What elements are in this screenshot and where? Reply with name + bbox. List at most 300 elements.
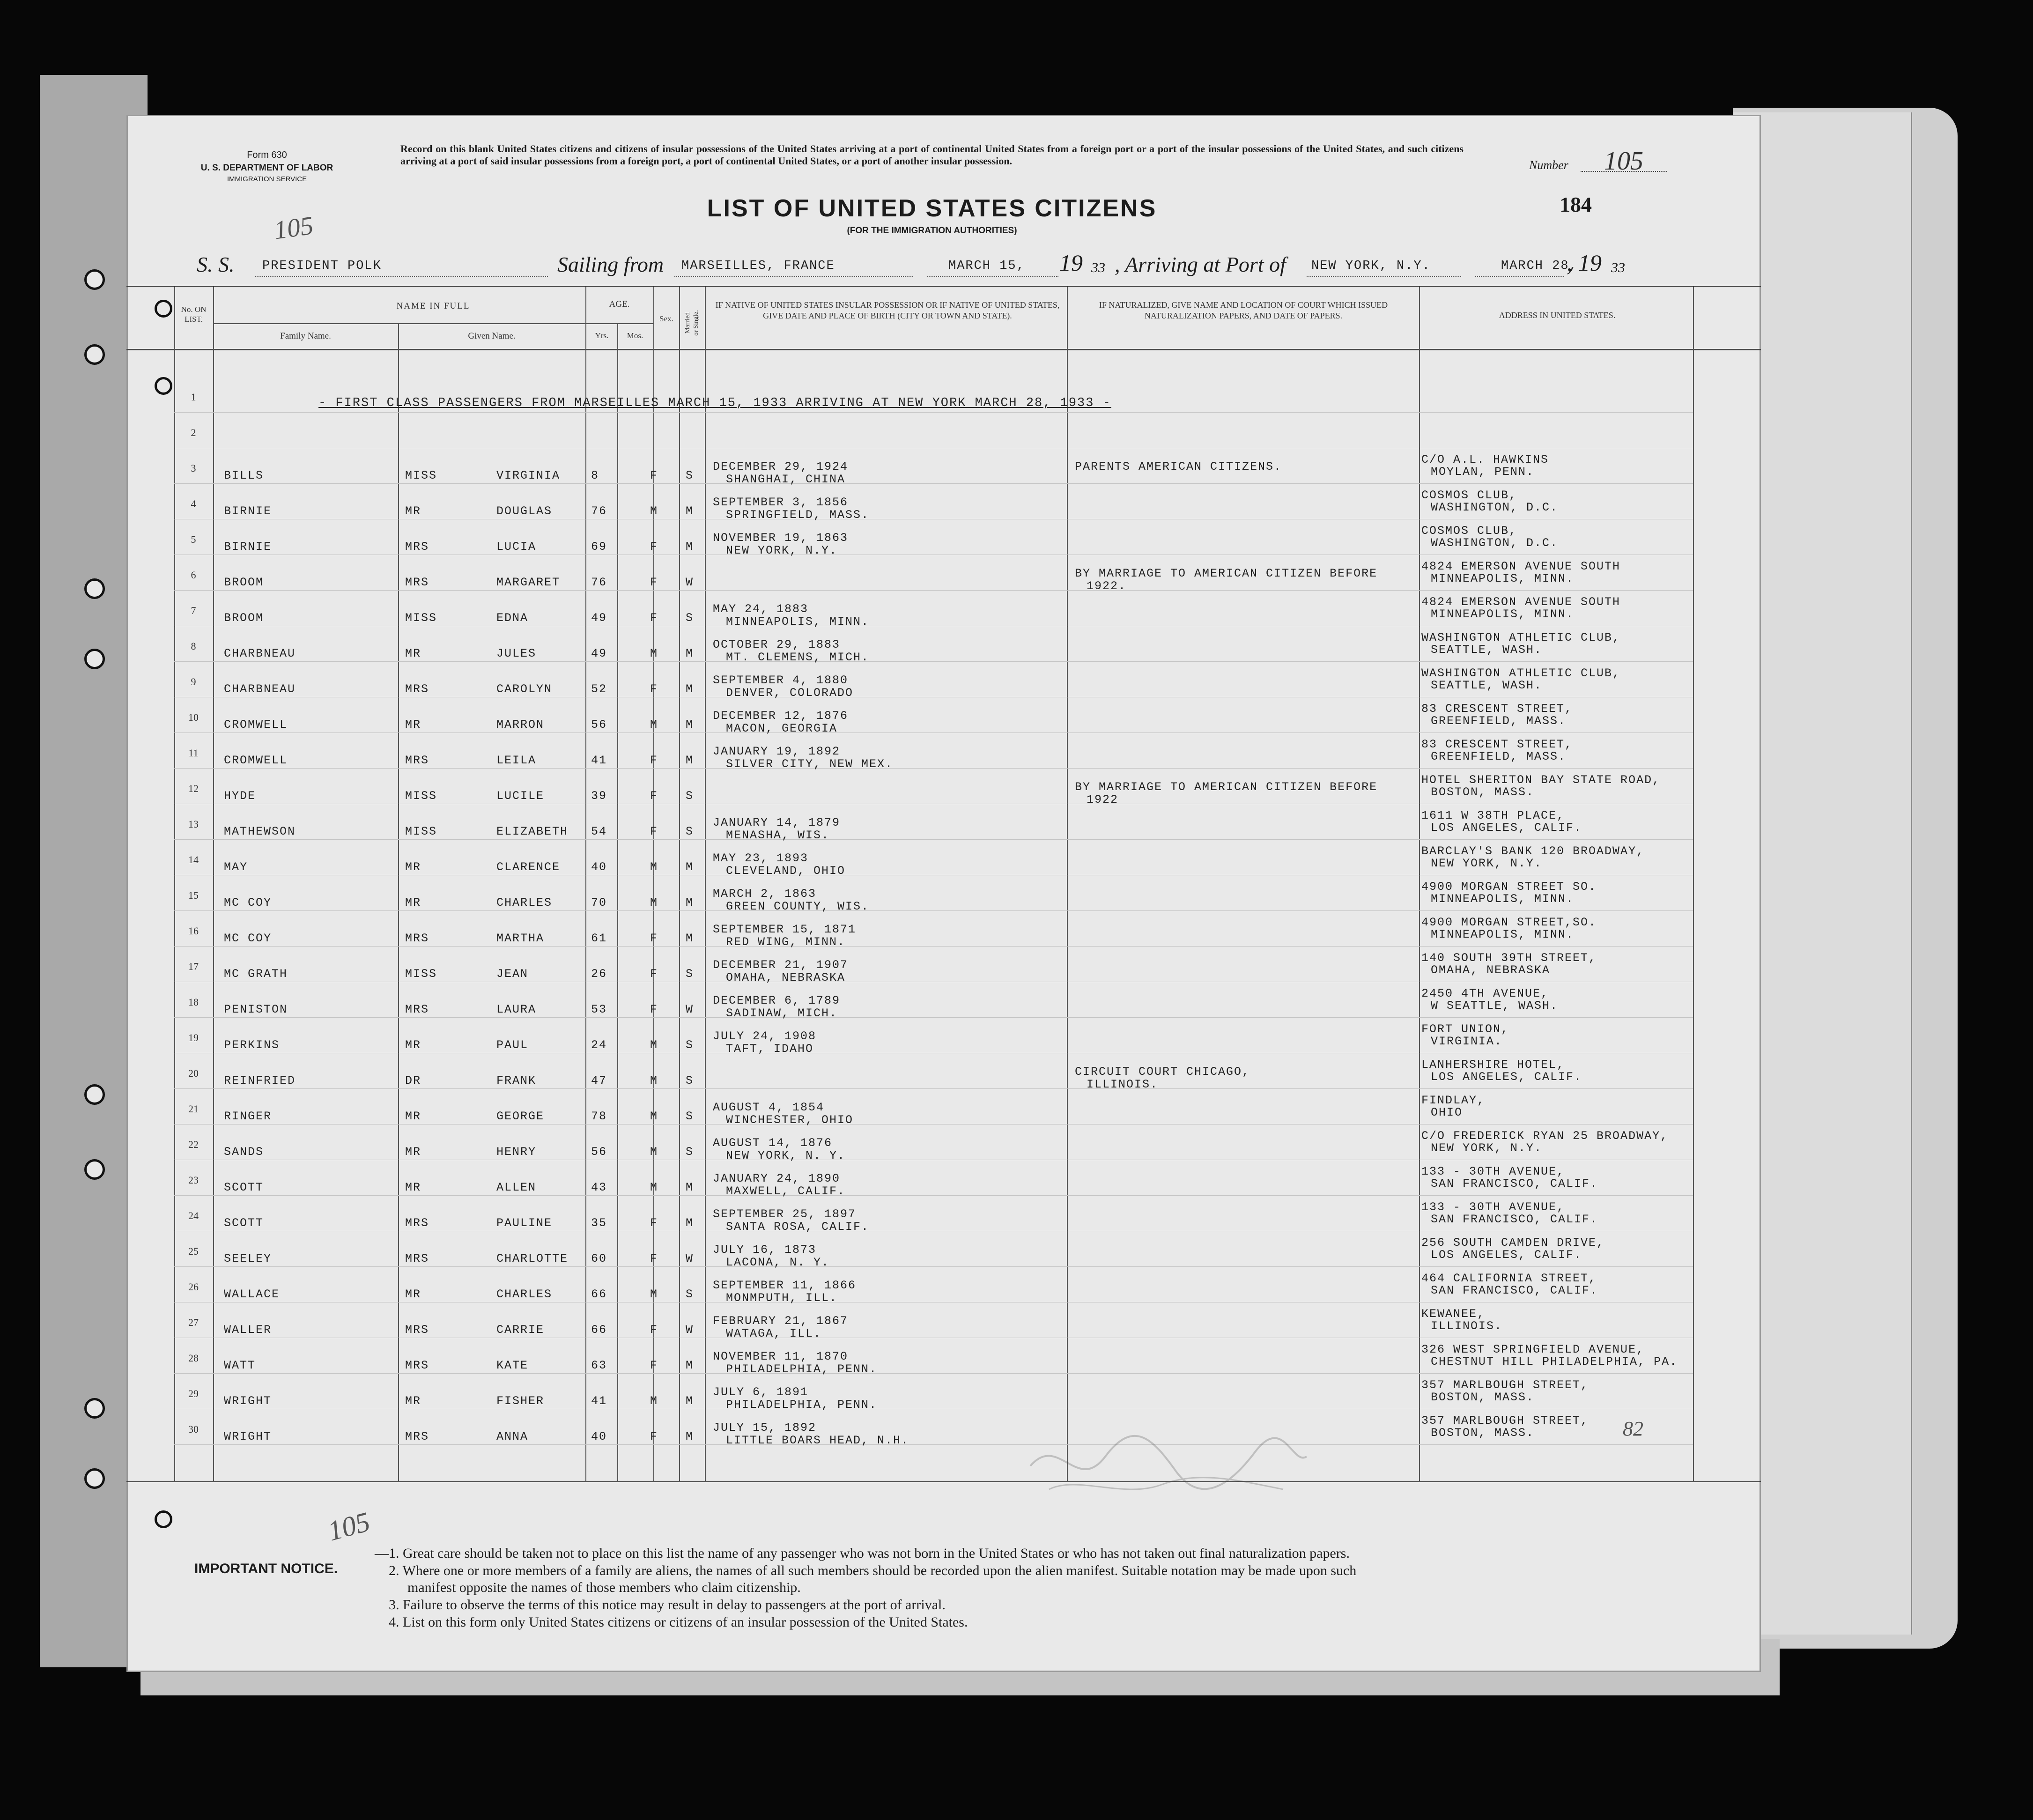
address-line-1: COSMOS CLUB,	[1421, 488, 1517, 502]
table-row	[0, 1165, 2033, 1210]
birth-date: NOVEMBER 11, 1870	[713, 1350, 849, 1363]
binder-clip	[155, 300, 172, 318]
line-number: 29	[188, 1388, 199, 1399]
ship-underline	[255, 276, 548, 277]
sex: M	[650, 1145, 658, 1159]
marital-status: M	[686, 718, 694, 732]
given-name: FISHER	[496, 1394, 545, 1408]
title: MR	[405, 1145, 421, 1159]
given-name: JULES	[496, 647, 537, 660]
age: 24	[591, 1038, 607, 1052]
sex: F	[650, 540, 658, 554]
naturalization: BY MARRIAGE TO AMERICAN CITIZEN BEFORE	[1075, 780, 1378, 794]
sex: F	[650, 1252, 658, 1265]
title: MRS	[405, 540, 429, 554]
title: MR	[405, 504, 421, 518]
given-name: MARGARET	[496, 576, 561, 589]
marital-status: S	[686, 1145, 694, 1159]
line-number: 22	[188, 1139, 199, 1150]
line-number: 9	[191, 676, 196, 688]
title: MR	[405, 1110, 421, 1123]
age: 53	[591, 1003, 607, 1016]
sex: M	[650, 1287, 658, 1301]
table-row	[0, 844, 2033, 889]
sex: F	[650, 932, 658, 945]
address-line-2: CHESTNUT HILL PHILADELPHIA, PA.	[1431, 1355, 1678, 1369]
title: DR	[405, 1074, 421, 1088]
birth-place: PHILADELPHIA, PENN.	[726, 1398, 878, 1412]
row-rule	[174, 412, 1693, 413]
header-birth: IF NATIVE OF UNITED STATES INSULAR POSSESSION OR IF NATIVE OF UNITED STATES, GIVE DATE AND PLACE OF BIRTH (CITY OR TOWN AND STATE).	[715, 300, 1060, 320]
number-label: Number	[1529, 158, 1568, 172]
number-value: 105	[1604, 147, 1643, 176]
address-line-1: 83 CRESCENT STREET,	[1421, 702, 1573, 716]
sex: F	[650, 611, 658, 625]
header-no-on-list: No. ON LIST.	[181, 305, 207, 324]
family-name: CROMWELL	[224, 718, 288, 732]
line-number: 15	[188, 889, 199, 901]
table-row	[0, 631, 2033, 676]
address-line-2: SAN FRANCISCO, CALIF.	[1431, 1177, 1598, 1191]
given-name: CARRIE	[496, 1323, 545, 1337]
marital-status: W	[686, 1252, 694, 1265]
notice-item-2-cont: manifest opposite the names of those members who claim citizenship.	[407, 1580, 801, 1595]
table-row	[0, 1022, 2033, 1067]
notice-side-note: 105	[324, 1506, 373, 1547]
table-row	[0, 524, 2033, 569]
family-name: BILLS	[224, 469, 264, 482]
given-name: CAROLYN	[496, 682, 553, 696]
family-name: PERKINS	[224, 1038, 280, 1052]
sex: F	[650, 754, 658, 767]
family-name: SEELEY	[224, 1252, 272, 1265]
line-number: 3	[191, 462, 196, 474]
age: 39	[591, 789, 607, 803]
address-line-2: SEATTLE, WASH.	[1431, 679, 1543, 692]
address-line-2: NEW YORK, N.Y.	[1431, 857, 1543, 870]
given-name: LUCILE	[496, 789, 545, 803]
marital-status: W	[686, 1323, 694, 1337]
family-name: BIRNIE	[224, 504, 272, 518]
arrival-date: MARCH 28,	[1501, 259, 1578, 273]
naturalization: BY MARRIAGE TO AMERICAN CITIZEN BEFORE	[1075, 567, 1378, 580]
birth-date: SEPTEMBER 11, 1866	[713, 1279, 857, 1292]
title: MRS	[405, 754, 429, 767]
given-name: FRANK	[496, 1074, 537, 1088]
family-name: BIRNIE	[224, 540, 272, 554]
table-row	[0, 916, 2033, 961]
age: 76	[591, 576, 607, 589]
title: MISS	[405, 611, 437, 625]
address-line-2: NEW YORK, N.Y.	[1431, 1141, 1543, 1155]
age: 76	[591, 504, 607, 518]
marital-status: S	[686, 1110, 694, 1123]
line-number: 2	[191, 427, 196, 438]
given-name: EDNA	[496, 611, 529, 625]
address-line-2: SEATTLE, WASH.	[1431, 643, 1543, 657]
naturalization: PARENTS AMERICAN CITIZENS.	[1075, 460, 1282, 473]
address-line-1: 140 SOUTH 39TH STREET,	[1421, 951, 1597, 965]
address-line-2: MINNEAPOLIS, MINN.	[1431, 928, 1575, 941]
header-mos: Mos.	[627, 331, 643, 340]
given-name: LEILA	[496, 754, 537, 767]
given-name: LAURA	[496, 1003, 537, 1016]
line-number: 16	[188, 925, 199, 937]
marital-status: M	[686, 860, 694, 874]
family-name: CHARBNEAU	[224, 682, 296, 696]
line-number: 13	[188, 818, 199, 830]
birth-date: JULY 16, 1873	[713, 1243, 817, 1257]
sex: F	[650, 1430, 658, 1443]
sex: F	[650, 825, 658, 838]
address-line-2: VIRGINIA.	[1431, 1035, 1503, 1048]
age: 54	[591, 825, 607, 838]
table-row	[0, 1094, 2033, 1139]
age: 52	[591, 682, 607, 696]
marital-status: M	[686, 1181, 694, 1194]
sex: M	[650, 1110, 658, 1123]
marital-status: S	[686, 1038, 694, 1052]
family-name: WRIGHT	[224, 1394, 272, 1408]
line-number: 27	[188, 1317, 199, 1328]
sex: F	[650, 682, 658, 696]
birth-place: WINCHESTER, OHIO	[726, 1113, 854, 1127]
port-underline	[1307, 276, 1461, 277]
line-number: 23	[188, 1174, 199, 1186]
given-name: CLARENCE	[496, 860, 561, 874]
age: 47	[591, 1074, 607, 1088]
address-line-1: C/O FREDERICK RYAN 25 BROADWAY,	[1421, 1129, 1669, 1143]
birth-place: MACON, GEORGIA	[726, 722, 838, 735]
given-name: ANNA	[496, 1430, 529, 1443]
birth-place: NEW YORK, N. Y.	[726, 1149, 846, 1162]
address-line-1: BARCLAY'S BANK 120 BROADWAY,	[1421, 844, 1645, 858]
birth-place: LACONA, N. Y.	[726, 1256, 830, 1269]
birth-date: JANUARY 24, 1890	[713, 1172, 841, 1185]
age: 56	[591, 1145, 607, 1159]
address-line-1: WASHINGTON ATHLETIC CLUB,	[1421, 631, 1621, 644]
sex: M	[650, 1181, 658, 1194]
given-name: PAUL	[496, 1038, 529, 1052]
table-top-rule	[126, 285, 1761, 287]
sex: M	[650, 504, 658, 518]
department-name: U. S. DEPARTMENT OF LABOR	[200, 163, 333, 173]
header-yrs: Yrs.	[595, 331, 609, 340]
sex: F	[650, 1359, 658, 1372]
table-row	[0, 1272, 2033, 1317]
sex: F	[650, 789, 658, 803]
given-name: GEORGE	[496, 1110, 545, 1123]
address-line-2: MINNEAPOLIS, MINN.	[1431, 892, 1575, 906]
age: 69	[591, 540, 607, 554]
sex: F	[650, 1323, 658, 1337]
address-line-1: 1611 W 38TH PLACE,	[1421, 809, 1565, 822]
line-number: 25	[188, 1245, 199, 1257]
number-underline	[1581, 171, 1667, 172]
line-number: 12	[188, 783, 199, 794]
birth-date: SEPTEMBER 3, 1856	[713, 496, 849, 509]
sailing-label: Sailing from	[557, 252, 664, 276]
given-name: CHARLES	[496, 1287, 553, 1301]
family-name: SCOTT	[224, 1181, 264, 1194]
line-number: 10	[188, 711, 199, 723]
naturalization: CIRCUIT COURT CHICAGO,	[1075, 1065, 1250, 1079]
naturalization-cont: 1922.	[1087, 579, 1127, 593]
address-line-1: 464 CALIFORNIA STREET,	[1421, 1272, 1597, 1285]
notice-item-3: 3. Failure to observe the terms of this notice may result in delay to passengers at the port of arrival.	[389, 1597, 946, 1613]
given-name: LUCIA	[496, 540, 537, 554]
table-row	[0, 1378, 2033, 1423]
service-name: IMMIGRATION SERVICE	[227, 175, 307, 183]
address-line-1: 2450 4TH AVENUE,	[1421, 987, 1549, 1000]
title: MRS	[405, 1216, 429, 1230]
form-instruction: Record on this blank United States citizens and citizens of insular possessions of the United States arriving at a port of continental United States from a foreign port or a port of the insular possessions of the United States, and such citizens arriving at a port of said insular possessions from a foreign port, a port of continental United States, or a port of another insular possession.	[400, 143, 1464, 167]
notice-label: IMPORTANT NOTICE.	[194, 1561, 338, 1576]
table-row	[0, 453, 2033, 498]
table-row	[0, 1129, 2033, 1174]
title: MR	[405, 1038, 421, 1052]
title: MRS	[405, 1359, 429, 1372]
marital-status: S	[686, 611, 694, 625]
title: MISS	[405, 789, 437, 803]
family-name: BROOM	[224, 576, 264, 589]
table-row	[0, 1343, 2033, 1388]
ship-name: PRESIDENT POLK	[262, 259, 382, 273]
sex: M	[650, 1074, 658, 1088]
arrival-date-underline	[1475, 276, 1564, 277]
birth-date: JULY 15, 1892	[713, 1421, 817, 1435]
marital-status: M	[686, 504, 694, 518]
birth-date: NOVEMBER 19, 1863	[713, 531, 849, 545]
address-line-2: GREENFIELD, MASS.	[1431, 714, 1567, 728]
address-line-1: 83 CRESCENT STREET,	[1421, 738, 1573, 751]
birth-place: DENVER, COLORADO	[726, 686, 854, 700]
address-line-2: WASHINGTON, D.C.	[1431, 536, 1559, 550]
table-row	[0, 595, 2033, 640]
tail-mark: 82	[1623, 1417, 1643, 1440]
marital-status: S	[686, 1074, 694, 1088]
birth-place: RED WING, MINN.	[726, 935, 846, 949]
signature	[1021, 1428, 1311, 1503]
address-line-1: 4824 EMERSON AVENUE SOUTH	[1421, 595, 1621, 609]
table-row	[0, 666, 2033, 711]
given-name: CHARLES	[496, 896, 553, 910]
table-row	[0, 1307, 2033, 1352]
ss-label: S. S.	[197, 252, 235, 276]
line-number: 24	[188, 1210, 199, 1221]
table-row	[0, 1200, 2033, 1245]
family-name: CHARBNEAU	[224, 647, 296, 660]
header-sex: Sex.	[659, 314, 673, 323]
birth-date: AUGUST 4, 1854	[713, 1101, 825, 1114]
age: 41	[591, 1394, 607, 1408]
header-naturalized: IF NATURALIZED, GIVE NAME AND LOCATION OF COURT WHICH ISSUED NATURALIZATION PAPERS, AND DATE OF PAPERS.	[1099, 300, 1388, 320]
line-number: 6	[191, 569, 196, 581]
page-title: LIST OF UNITED STATES CITIZENS	[707, 195, 1157, 222]
table-bottom-rule	[126, 1481, 1761, 1483]
marital-status: M	[686, 754, 694, 767]
table-row	[0, 702, 2033, 747]
birth-date: JULY 24, 1908	[713, 1029, 817, 1043]
address-line-1: COSMOS CLUB,	[1421, 524, 1517, 538]
given-name: HENRY	[496, 1145, 537, 1159]
address-line-1: FORT UNION,	[1421, 1022, 1509, 1036]
arrival-year-prefix: , 19	[1567, 250, 1602, 276]
punch-hole	[84, 1468, 105, 1489]
birth-date: SEPTEMBER 25, 1897	[713, 1207, 857, 1221]
given-name: ELIZABETH	[496, 825, 569, 838]
table-row	[0, 488, 2033, 533]
birth-place: LITTLE BOARS HEAD, N.H.	[726, 1434, 909, 1447]
title: MR	[405, 718, 421, 732]
address-line-1: KEWANEE,	[1421, 1307, 1486, 1321]
notice-item-1: —1. Great care should be taken not to place on this list the name of any passenger who was not born in the United States or who has not taken out final naturalization papers.	[375, 1546, 1350, 1561]
birth-date: OCTOBER 29, 1883	[713, 638, 841, 651]
from-underline	[674, 276, 913, 277]
naturalization-cont: 1922	[1087, 793, 1119, 806]
address-line-2: SAN FRANCISCO, CALIF.	[1431, 1213, 1598, 1226]
table-row	[0, 987, 2033, 1032]
address-line-2: LOS ANGELES, CALIF.	[1431, 1070, 1582, 1084]
address-line-1: 326 WEST SPRINGFIELD AVENUE,	[1421, 1343, 1645, 1356]
family-name: WATT	[224, 1359, 256, 1372]
address-line-2: BOSTON, MASS.	[1431, 785, 1535, 799]
address-line-2: OHIO	[1431, 1106, 1463, 1119]
given-name: ALLEN	[496, 1181, 537, 1194]
family-name: MAY	[224, 860, 248, 874]
birth-place: GREEN COUNTY, WIS.	[726, 900, 870, 913]
address-line-2: LOS ANGELES, CALIF.	[1431, 821, 1582, 835]
address-line-1: 4824 EMERSON AVENUE SOUTH	[1421, 560, 1621, 573]
header-address: ADDRESS IN UNITED STATES.	[1499, 311, 1616, 320]
birth-date: JANUARY 19, 1892	[713, 745, 841, 758]
birth-place: TAFT, IDAHO	[726, 1042, 814, 1056]
age: 66	[591, 1323, 607, 1337]
title: MISS	[405, 469, 437, 482]
line-number: 1	[191, 391, 196, 403]
header-married-single: Married or Single.	[684, 310, 700, 336]
age: 26	[591, 967, 607, 981]
departure-port: MARSEILLES, FRANCE	[681, 259, 835, 273]
address-line-1: LANHERSHIRE HOTEL,	[1421, 1058, 1565, 1072]
sex: M	[650, 718, 658, 732]
birth-place: MT. CLEMENS, MICH.	[726, 651, 870, 664]
birth-place: MENASHA, WIS.	[726, 829, 830, 842]
line-number: 30	[188, 1423, 199, 1435]
table-row	[0, 1414, 2033, 1459]
age: 40	[591, 860, 607, 874]
address-line-2: OMAHA, NEBRASKA	[1431, 963, 1551, 977]
address-line-2: MINNEAPOLIS, MINN.	[1431, 572, 1575, 585]
birth-date: MAY 23, 1893	[713, 851, 809, 865]
title: MR	[405, 1287, 421, 1301]
birth-place: SILVER CITY, NEW MEX.	[726, 757, 894, 771]
family-name: WRIGHT	[224, 1430, 272, 1443]
marital-status: M	[686, 896, 694, 910]
line-number: 18	[188, 996, 199, 1008]
address-line-2: LOS ANGELES, CALIF.	[1431, 1248, 1582, 1262]
notice-item-2: 2. Where one or more members of a family are aliens, the names of all such members should be recorded upon the alien manifest. Suitable notation may be made upon such	[389, 1563, 1357, 1578]
birth-date: MAY 24, 1883	[713, 602, 809, 616]
address-line-1: 357 MARLBOUGH STREET,	[1421, 1414, 1589, 1428]
line-number: 5	[191, 533, 196, 545]
given-name: CHARLOTTE	[496, 1252, 569, 1265]
age: 61	[591, 932, 607, 945]
notice-item-4: 4. List on this form only United States citizens or citizens of an insular possession of the United States.	[389, 1614, 968, 1630]
line-number: 28	[188, 1352, 199, 1364]
sex: F	[650, 576, 658, 589]
birth-date: FEBRUARY 21, 1867	[713, 1314, 849, 1328]
family-name: MATHEWSON	[224, 825, 296, 838]
birth-date: DECEMBER 29, 1924	[713, 460, 849, 473]
birth-place: WATAGA, ILL.	[726, 1327, 822, 1340]
address-line-1: HOTEL SHERITON BAY STATE ROAD,	[1421, 773, 1661, 787]
marital-status: M	[686, 932, 694, 945]
sex: F	[650, 967, 658, 981]
address-line-1: 4900 MORGAN STREET,SO.	[1421, 916, 1597, 929]
title: MR	[405, 647, 421, 660]
age: 8	[591, 469, 599, 482]
marital-status: M	[686, 647, 694, 660]
marital-status: M	[686, 1216, 694, 1230]
address-line-2: W SEATTLE, WASH.	[1431, 999, 1559, 1013]
birth-date: JULY 6, 1891	[713, 1385, 809, 1399]
line-number: 21	[188, 1103, 199, 1115]
naturalization-cont: ILLINOIS.	[1087, 1078, 1159, 1091]
family-name: CROMWELL	[224, 754, 288, 767]
marital-status: W	[686, 1003, 694, 1016]
date-underline	[927, 276, 1058, 277]
birth-place: SADINAW, MICH.	[726, 1006, 838, 1020]
age: 60	[591, 1252, 607, 1265]
marital-status: S	[686, 825, 694, 838]
birth-date: DECEMBER 21, 1907	[713, 958, 849, 972]
family-name: BROOM	[224, 611, 264, 625]
birth-date: SEPTEMBER 4, 1880	[713, 673, 849, 687]
header-bottom-rule	[126, 349, 1761, 350]
punch-hole	[84, 344, 105, 365]
birth-place: MINNEAPOLIS, MINN.	[726, 615, 870, 629]
title: MR	[405, 1394, 421, 1408]
birth-date: MARCH 2, 1863	[713, 887, 817, 901]
age: 43	[591, 1181, 607, 1194]
margin-note: 105	[272, 211, 315, 245]
page-number: 184	[1560, 192, 1592, 216]
family-name: WALLER	[224, 1323, 272, 1337]
arriving-label: , Arriving at Port of	[1115, 252, 1286, 276]
title: MR	[405, 896, 421, 910]
address-line-2: ILLINOIS.	[1431, 1319, 1503, 1333]
address-line-1: WASHINGTON ATHLETIC CLUB,	[1421, 666, 1621, 680]
family-name: SANDS	[224, 1145, 264, 1159]
marital-status: W	[686, 576, 694, 589]
punch-hole	[84, 269, 105, 290]
family-name: MC GRATH	[224, 967, 288, 981]
title: MISS	[405, 967, 437, 981]
title: MRS	[405, 1003, 429, 1016]
arrival-year-suffix: 33	[1611, 260, 1625, 275]
birth-place: PHILADELPHIA, PENN.	[726, 1362, 878, 1376]
birth-date: JANUARY 14, 1879	[713, 816, 841, 829]
birth-place: MONMPUTH, ILL.	[726, 1291, 838, 1305]
form-number: Form 630	[247, 150, 287, 160]
marital-status: M	[686, 682, 694, 696]
birth-place: CLEVELAND, OHIO	[726, 864, 846, 878]
given-name: VIRGINIA	[496, 469, 561, 482]
given-name: MARRON	[496, 718, 545, 732]
table-row	[0, 773, 2033, 818]
sex: F	[650, 1003, 658, 1016]
